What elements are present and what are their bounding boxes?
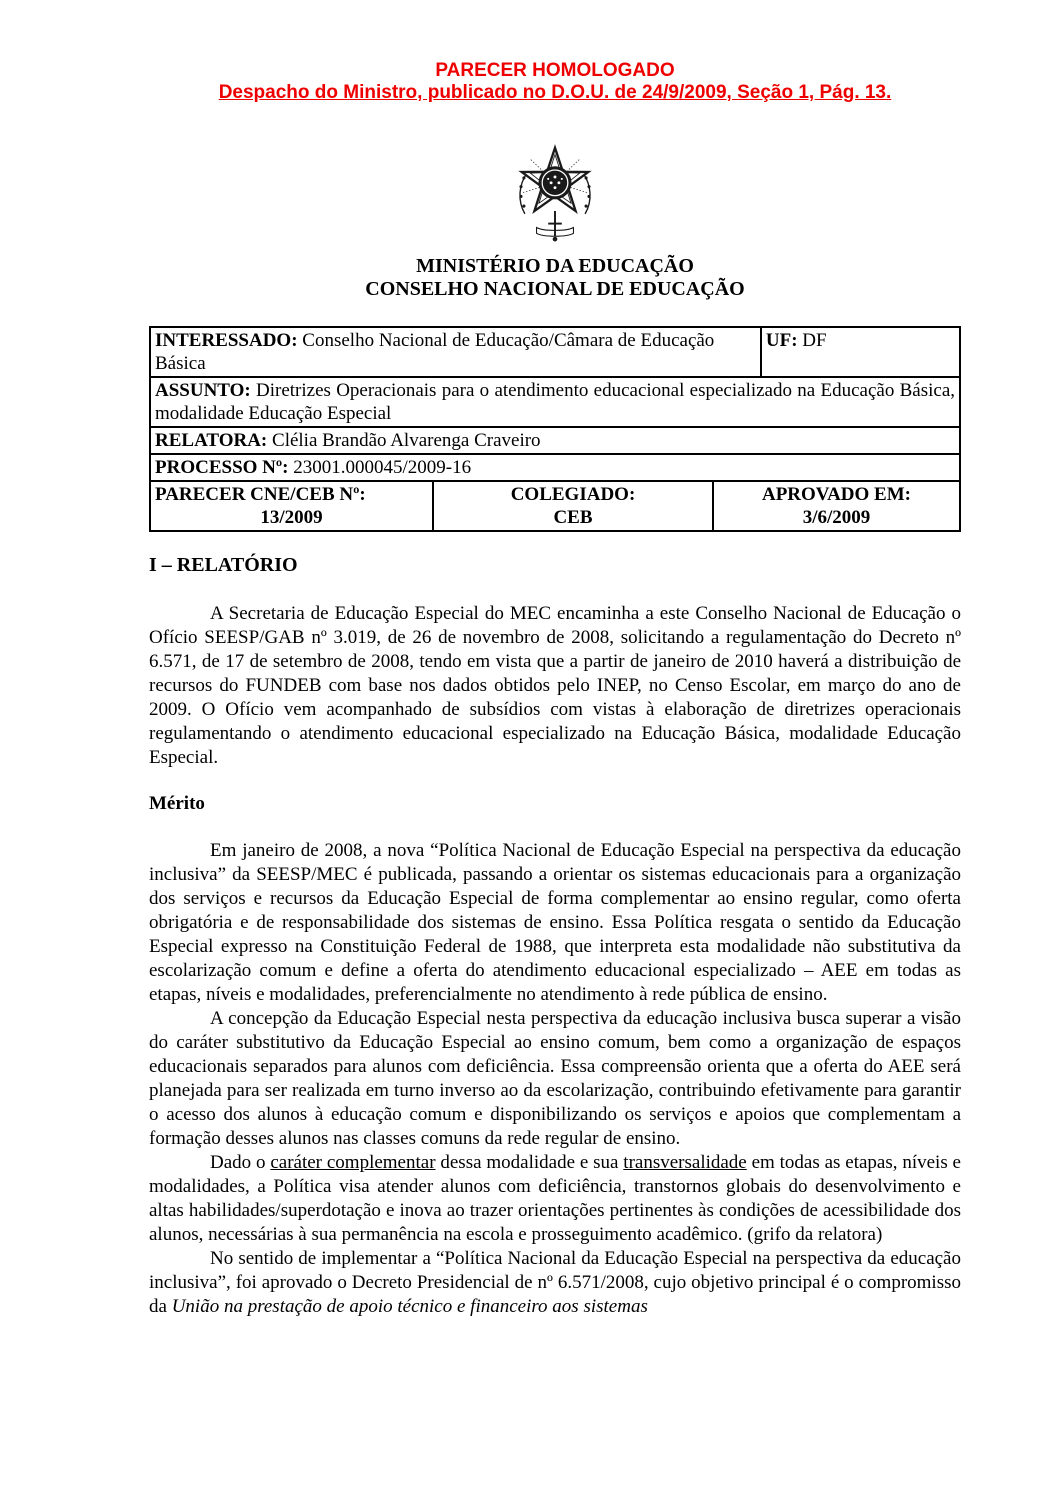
- homologation-dispatch-line: Despacho do Ministro, publicado no D.O.U. de 24/9/2009, Seção 1, Pág. 13.: [218, 82, 892, 103]
- paragraph-1: A Secretaria de Educação Especial do MEC encaminha a este Conselho Nacional de Educação o Ofício SEESP/GAB nº 3.019, de 26 de novembro de 2008, solicitando a regulamentação do Decreto nº 6.571, de 17 de setembro de 2008, tendo em vista que a partir de janeiro de 2010 haverá a distribuição de recursos do FUNDEB com base nos dados obtidos pelo INEP, no Censo Escolar, em março do ano de 2009. O Ofício vem acompanhado de subsídios com vistas à elaboração de diretrizes operacionais regulamentando o atendimento educacional especializado na Educação Básica, modalidade Educação Especial.: [149, 603, 961, 768]
- homologation-header: [149, 0, 961, 104]
- processo-value: 23001.000045/2009-16: [293, 457, 472, 478]
- assunto-label: ASSUNTO:: [155, 380, 251, 401]
- relatora-cell: [150, 427, 960, 454]
- uf-cell: [761, 327, 960, 377]
- aprovado-value: 3/6/2009: [802, 507, 871, 528]
- section-title-relatorio: I – RELATÓRIO: [149, 554, 298, 576]
- parecer-cell: [150, 481, 433, 531]
- table-row-parecer: [150, 481, 960, 531]
- ministry-title: MINISTÉRIO DA EDUCAÇÃO: [416, 255, 694, 277]
- brazil-coat-of-arms-icon: [511, 142, 599, 244]
- case-info-table: [149, 326, 961, 532]
- uf-value: DF: [802, 330, 827, 351]
- table-row-relatora: [150, 427, 960, 454]
- aprovado-label: APROVADO EM:: [761, 484, 911, 505]
- emblem-container: [149, 142, 961, 249]
- processo-cell: [150, 454, 960, 481]
- paragraph-4: Dado o caráter complementar dessa modalidade e sua transversalidade em todas as etapas, níveis e modalidades, a Política visa atender alunos com deficiência, transtornos globais do desenvolvimento e altas habilidades/superdotação e inova ao trazer orientações pertinentes às condições de acessibilidade dos alunos, necessárias à sua permanência na escola e prosseguimento acadêmico. (grifo da relatora): [149, 1152, 961, 1245]
- paragraph-2: Em janeiro de 2008, a nova “Política Nacional de Educação Especial na perspectiva da educação inclusiva” da SEESP/MEC é publicada, passando a orientar os sistemas educacionais para a organização dos serviços e recursos da Educação Especial de forma complementar ao ensino regular, como oferta obrigatória e de responsabilidade dos sistemas de ensino. Essa Política resgata o sentido da Educação Especial expresso na Constituição Federal de 1988, que interpreta esta modalidade não substitutiva da escolarização comum e define a oferta do atendimento educacional especializado – AEE em todas as etapas, níveis e modalidades, preferencialmente no atendimento à rede pública de ensino.: [149, 840, 961, 1005]
- colegiado-cell: [433, 481, 713, 531]
- homologation-title: PARECER HOMOLOGADO: [435, 60, 675, 81]
- assunto-value: Diretrizes Operacionais para o atendimento educacional especializado na Educação Básica, modalidade Educação Especial: [155, 380, 955, 424]
- interessado-label: INTERESSADO:: [155, 330, 298, 351]
- colegiado-value: CEB: [553, 507, 593, 528]
- aprovado-cell: [713, 481, 960, 531]
- table-row-interessado: [150, 327, 960, 377]
- assunto-cell: [150, 377, 960, 427]
- processo-label: PROCESSO Nº:: [155, 457, 289, 478]
- colegiado-label: COLEGIADO:: [510, 484, 636, 505]
- table-row-processo: [150, 454, 960, 481]
- document-content: [149, 0, 961, 1319]
- relatora-label: RELATORA:: [155, 430, 268, 451]
- parecer-label: PARECER CNE/CEB Nº:: [155, 484, 366, 505]
- interessado-value: Conselho Nacional de Educação/Câmara de Educação Básica: [155, 330, 715, 374]
- paragraph-5: No sentido de implementar a “Política Nacional da Educação Especial na perspectiva da educação inclusiva”, foi aprovado o Decreto Presidencial de nº 6.571/2008, cujo objetivo principal é o compromisso da União na prestação de apoio técnico e financeiro aos sistemas: [149, 1248, 961, 1317]
- relatora-value: Clélia Brandão Alvarenga Craveiro: [272, 430, 541, 451]
- parecer-value: 13/2009: [260, 507, 323, 528]
- merito-heading: Mérito: [149, 793, 205, 814]
- org-titles: [149, 255, 961, 301]
- table-row-assunto: [150, 377, 960, 427]
- interessado-cell: [150, 327, 761, 377]
- paragraph-3: A concepção da Educação Especial nesta perspectiva da educação inclusiva busca superar a visão do caráter substitutivo da Educação Especial ao ensino comum, bem como a organização de espaços educacionais separados para alunos com deficiência. Essa compreensão orienta que a oferta do AEE será planejada para ser realizada em turno inverso ao da escolarização, contribuindo efetivamente para garantir o acesso dos alunos à educação comum e disponibilizando os serviços e apoios que complementam a formação desses alunos nas classes comuns da rede regular de ensino.: [149, 1008, 961, 1149]
- council-title: CONSELHO NACIONAL DE EDUCAÇÃO: [365, 278, 745, 300]
- uf-label: UF:: [765, 330, 798, 351]
